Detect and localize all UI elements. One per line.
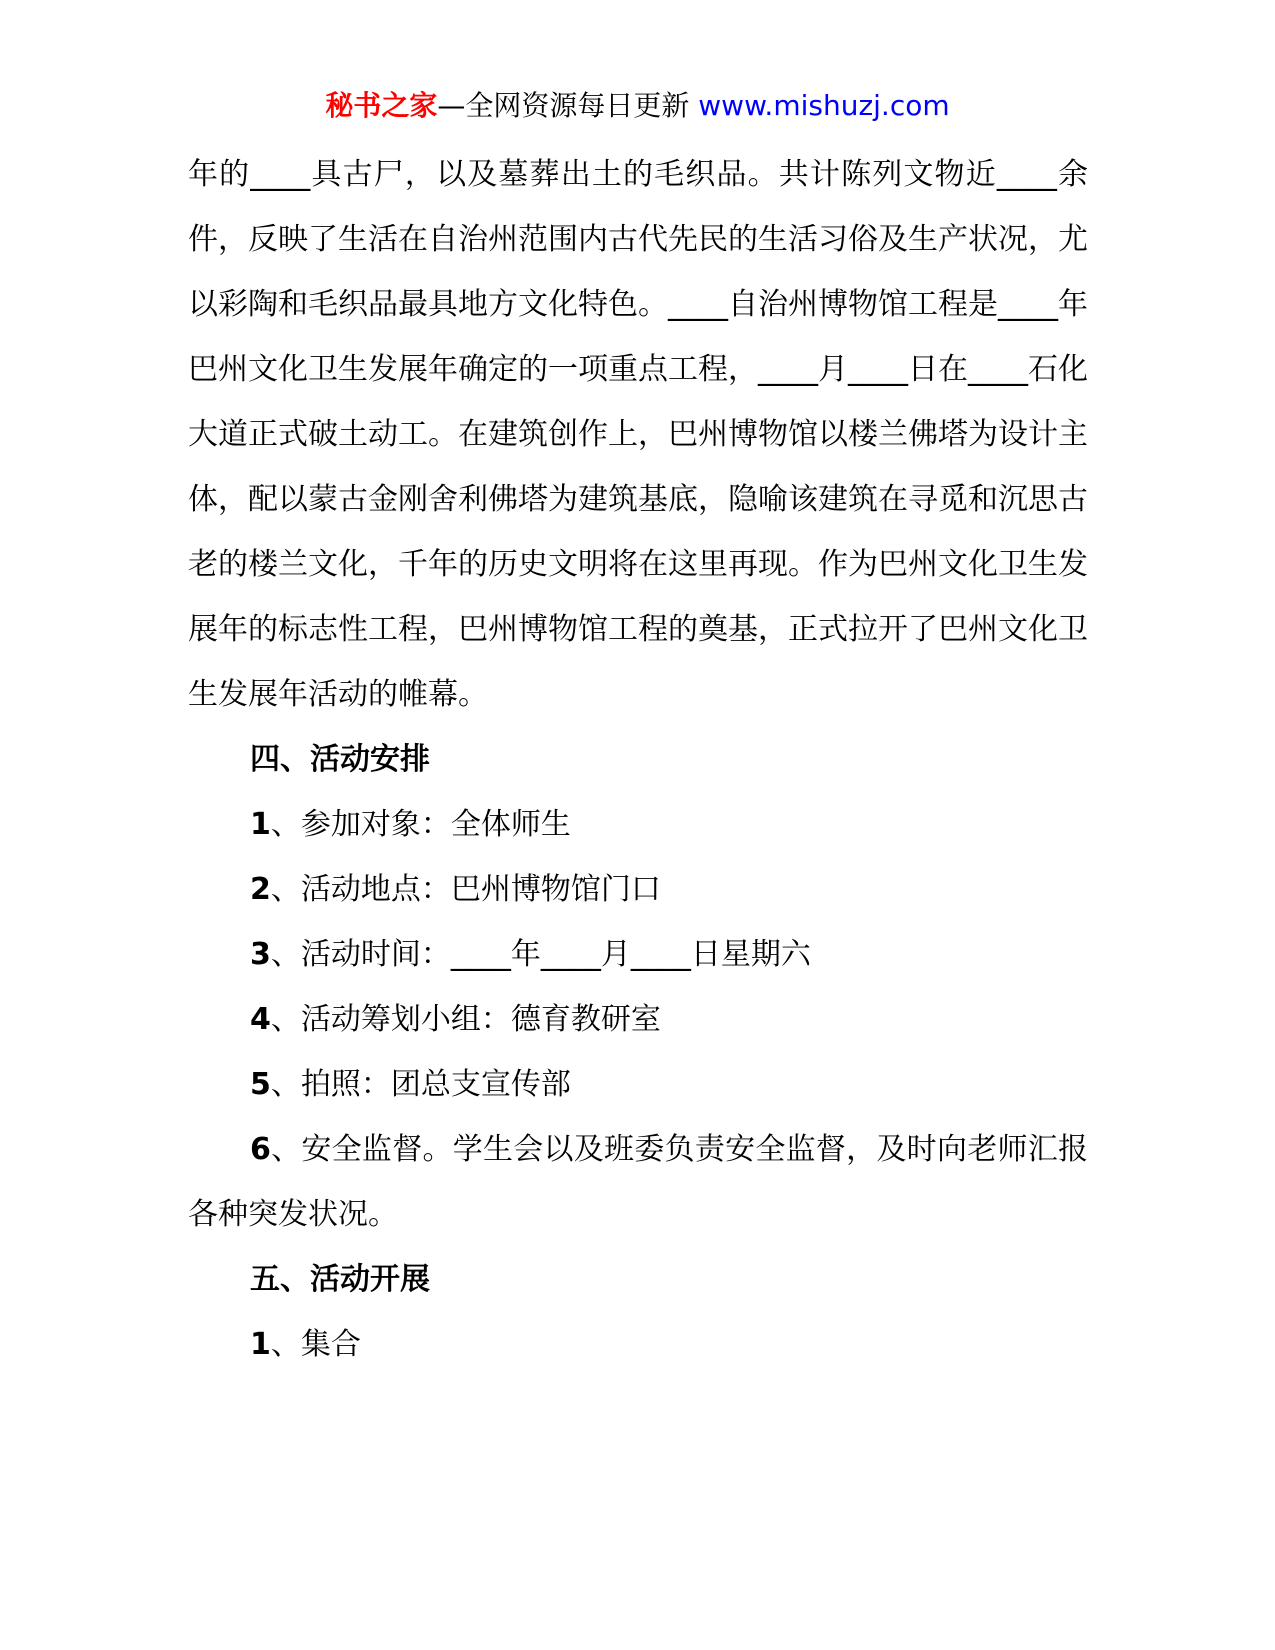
list-item bbox=[188, 922, 1088, 987]
list-item bbox=[188, 1052, 1088, 1117]
section-heading-arrangement: 四、活动安排 bbox=[250, 742, 430, 777]
list-item-safety bbox=[188, 1117, 1088, 1247]
section-heading-execution: 五、活动开展 bbox=[250, 1262, 430, 1297]
item-number: 2 bbox=[250, 872, 271, 907]
list-item bbox=[188, 1312, 1088, 1377]
item-text: 、活动地点：巴州博物馆门口 bbox=[270, 872, 661, 907]
intro-paragraph: 年的____具古尸，以及墓葬出土的毛织品。共计陈列文物近____余件，反映了生活在自治州范围内古代先民的生活习俗及生产状况，尤以彩陶和毛织品最具地方文化特色。____自治州博物馆工程是____年巴州文化卫生发展年确定的一项重点工程，____月____日在____石化大道正式破土动工。在建筑创作上，巴州博物馆以楼兰佛塔为设计主体，配以蒙古金刚舍利佛塔为建筑基底，隐喻该建筑在寻觅和沉思古老的楼兰文化，千年的历史文明将在这里再现。作为巴州文化卫生发展年的标志性工程，巴州博物馆工程的奠基，正式拉开了巴州文化卫生发展年活动的帷幕。 bbox=[188, 157, 1088, 712]
item-text: 、参加对象：全体师生 bbox=[270, 807, 571, 842]
item-text: 、集合 bbox=[270, 1327, 361, 1362]
item-text: 、活动筹划小组：德育教研室 bbox=[270, 1002, 661, 1037]
item-number: 1 bbox=[250, 807, 271, 842]
item-text: 、安全监督。学生会以及班委负责安全监督，及时向老师汇报各种突发状况。 bbox=[188, 1132, 1088, 1232]
brand-name: 秘书之家 bbox=[325, 89, 438, 122]
item-number: 4 bbox=[250, 1002, 271, 1037]
page-header bbox=[0, 86, 1275, 126]
list-item bbox=[188, 857, 1088, 922]
list-item bbox=[188, 987, 1088, 1052]
item-number: 3 bbox=[250, 937, 271, 972]
item-number: 1 bbox=[250, 1327, 271, 1362]
item-text: 、拍照：团总支宣传部 bbox=[270, 1067, 571, 1102]
document-body bbox=[188, 142, 1088, 1377]
item-number: 5 bbox=[250, 1067, 271, 1102]
list-item bbox=[188, 792, 1088, 857]
item-number: 6 bbox=[250, 1132, 271, 1167]
site-url-link[interactable]: www.mishuzj.com bbox=[698, 89, 950, 122]
item-text: 、活动时间：____年____月____日星期六 bbox=[270, 937, 811, 972]
header-tagline: —全网资源每日更新 bbox=[437, 89, 699, 122]
